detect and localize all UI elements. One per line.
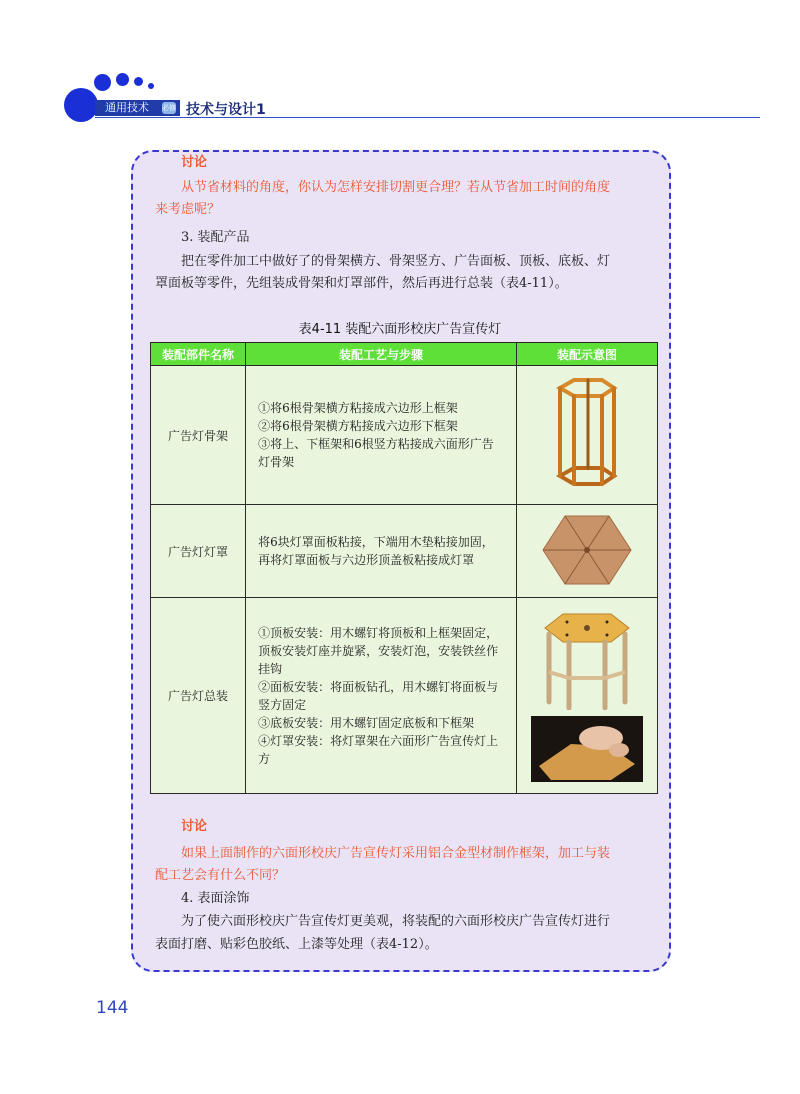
discussion-text-line: 来考虑呢？ <box>155 202 221 217</box>
header-dot-large <box>64 88 98 122</box>
header-dot <box>94 74 111 91</box>
column-header: 装配部件名称 <box>151 343 246 366</box>
assembly-table <box>150 342 658 794</box>
discussion-text-line: 如果上面制作的六面形校庆广告宣传灯采用铝合金型材制作框架，加工与装 <box>181 846 611 861</box>
assembly-steps <box>246 366 517 505</box>
page-header <box>0 0 800 130</box>
column-header: 装配示意图 <box>517 343 658 366</box>
step-text: ③将上、下框架和6根竖方粘接成六面形广告灯骨架 <box>258 437 494 469</box>
table-row <box>151 505 658 598</box>
discussion-label: 讨论 <box>181 819 208 834</box>
assembled-lamp-image <box>537 610 637 710</box>
step-text: ④灯罩安装：将灯罩架在六面形广告宣传灯上方 <box>258 733 499 766</box>
discussion-text-line: 从节省材料的角度，你认为怎样安排切割更合理？若从节省加工时间的角度 <box>181 180 611 195</box>
lampshade-illustration <box>517 505 658 598</box>
header-dot-small <box>148 83 154 89</box>
paragraph-line: 罩面板等零件，先组装成骨架和灯罩部件，然后再进行总装（表4-11）。 <box>155 276 568 291</box>
assembly-illustrations <box>517 598 658 794</box>
hexagonal-lampshade-image <box>541 512 633 588</box>
column-header: 装配工艺与步骤 <box>246 343 517 366</box>
installing-photo-image <box>531 716 643 782</box>
hexagonal-frame-image <box>552 376 622 491</box>
assembly-steps <box>246 505 517 598</box>
table-header-row <box>151 343 658 366</box>
header-dot <box>116 73 129 86</box>
part-name: 广告灯骨架 <box>151 366 246 505</box>
part-name: 广告灯总装 <box>151 598 246 794</box>
paragraph-line: 表面打磨、贴彩色胶纸、上漆等处理（表4-12）。 <box>155 937 438 952</box>
step-text: ①顶板安装：用木螺钉将顶板和上框架固定，顶板安装灯座并旋紧，安装灯泡，安装铁丝作挂钩 <box>258 625 499 676</box>
paragraph-line: 把在零件加工中做好了的骨架横方、骨架竖方、广告面板、顶板、底板、灯 <box>181 254 611 269</box>
step-text: ①将6根骨架横方粘接成六边形上框架 <box>258 401 458 415</box>
step-text: ②将6根骨架横方粘接成六边形下框架 <box>258 419 458 433</box>
required-badge: 必修 <box>162 104 176 112</box>
section-heading: 3. 装配产品 <box>181 230 250 245</box>
discussion-text-line: 配工艺会有什么不同？ <box>155 868 286 883</box>
book-title: 技术与设计1 <box>186 102 266 118</box>
table-row <box>151 366 658 505</box>
header-dot <box>134 77 143 86</box>
part-name: 广告灯灯罩 <box>151 505 246 598</box>
series-label: 通用技术 <box>95 100 180 116</box>
step-text: ②面板安装：将面板钻孔，用木螺钉将面板与竖方固定 <box>258 679 499 712</box>
step-text: ③底板安装：用木螺钉固定底板和下框架 <box>258 715 475 730</box>
section-heading: 4. 表面涂饰 <box>181 891 250 906</box>
table-caption: 表4-11 装配六面形校庆广告宣传灯 <box>298 322 502 337</box>
paragraph-line: 为了使六面形校庆广告宣传灯更美观，将装配的六面形校庆广告宣传灯进行 <box>181 914 611 929</box>
assembly-steps <box>246 598 517 794</box>
page-number: 144 <box>96 998 129 1018</box>
frame-illustration <box>517 366 658 505</box>
discussion-label: 讨论 <box>181 155 208 170</box>
table-row <box>151 598 658 794</box>
step-text: 将6块灯罩面板粘接，下端用木垫粘接加固，再将灯罩面板与六边形顶盖板粘接成灯罩 <box>258 535 494 567</box>
